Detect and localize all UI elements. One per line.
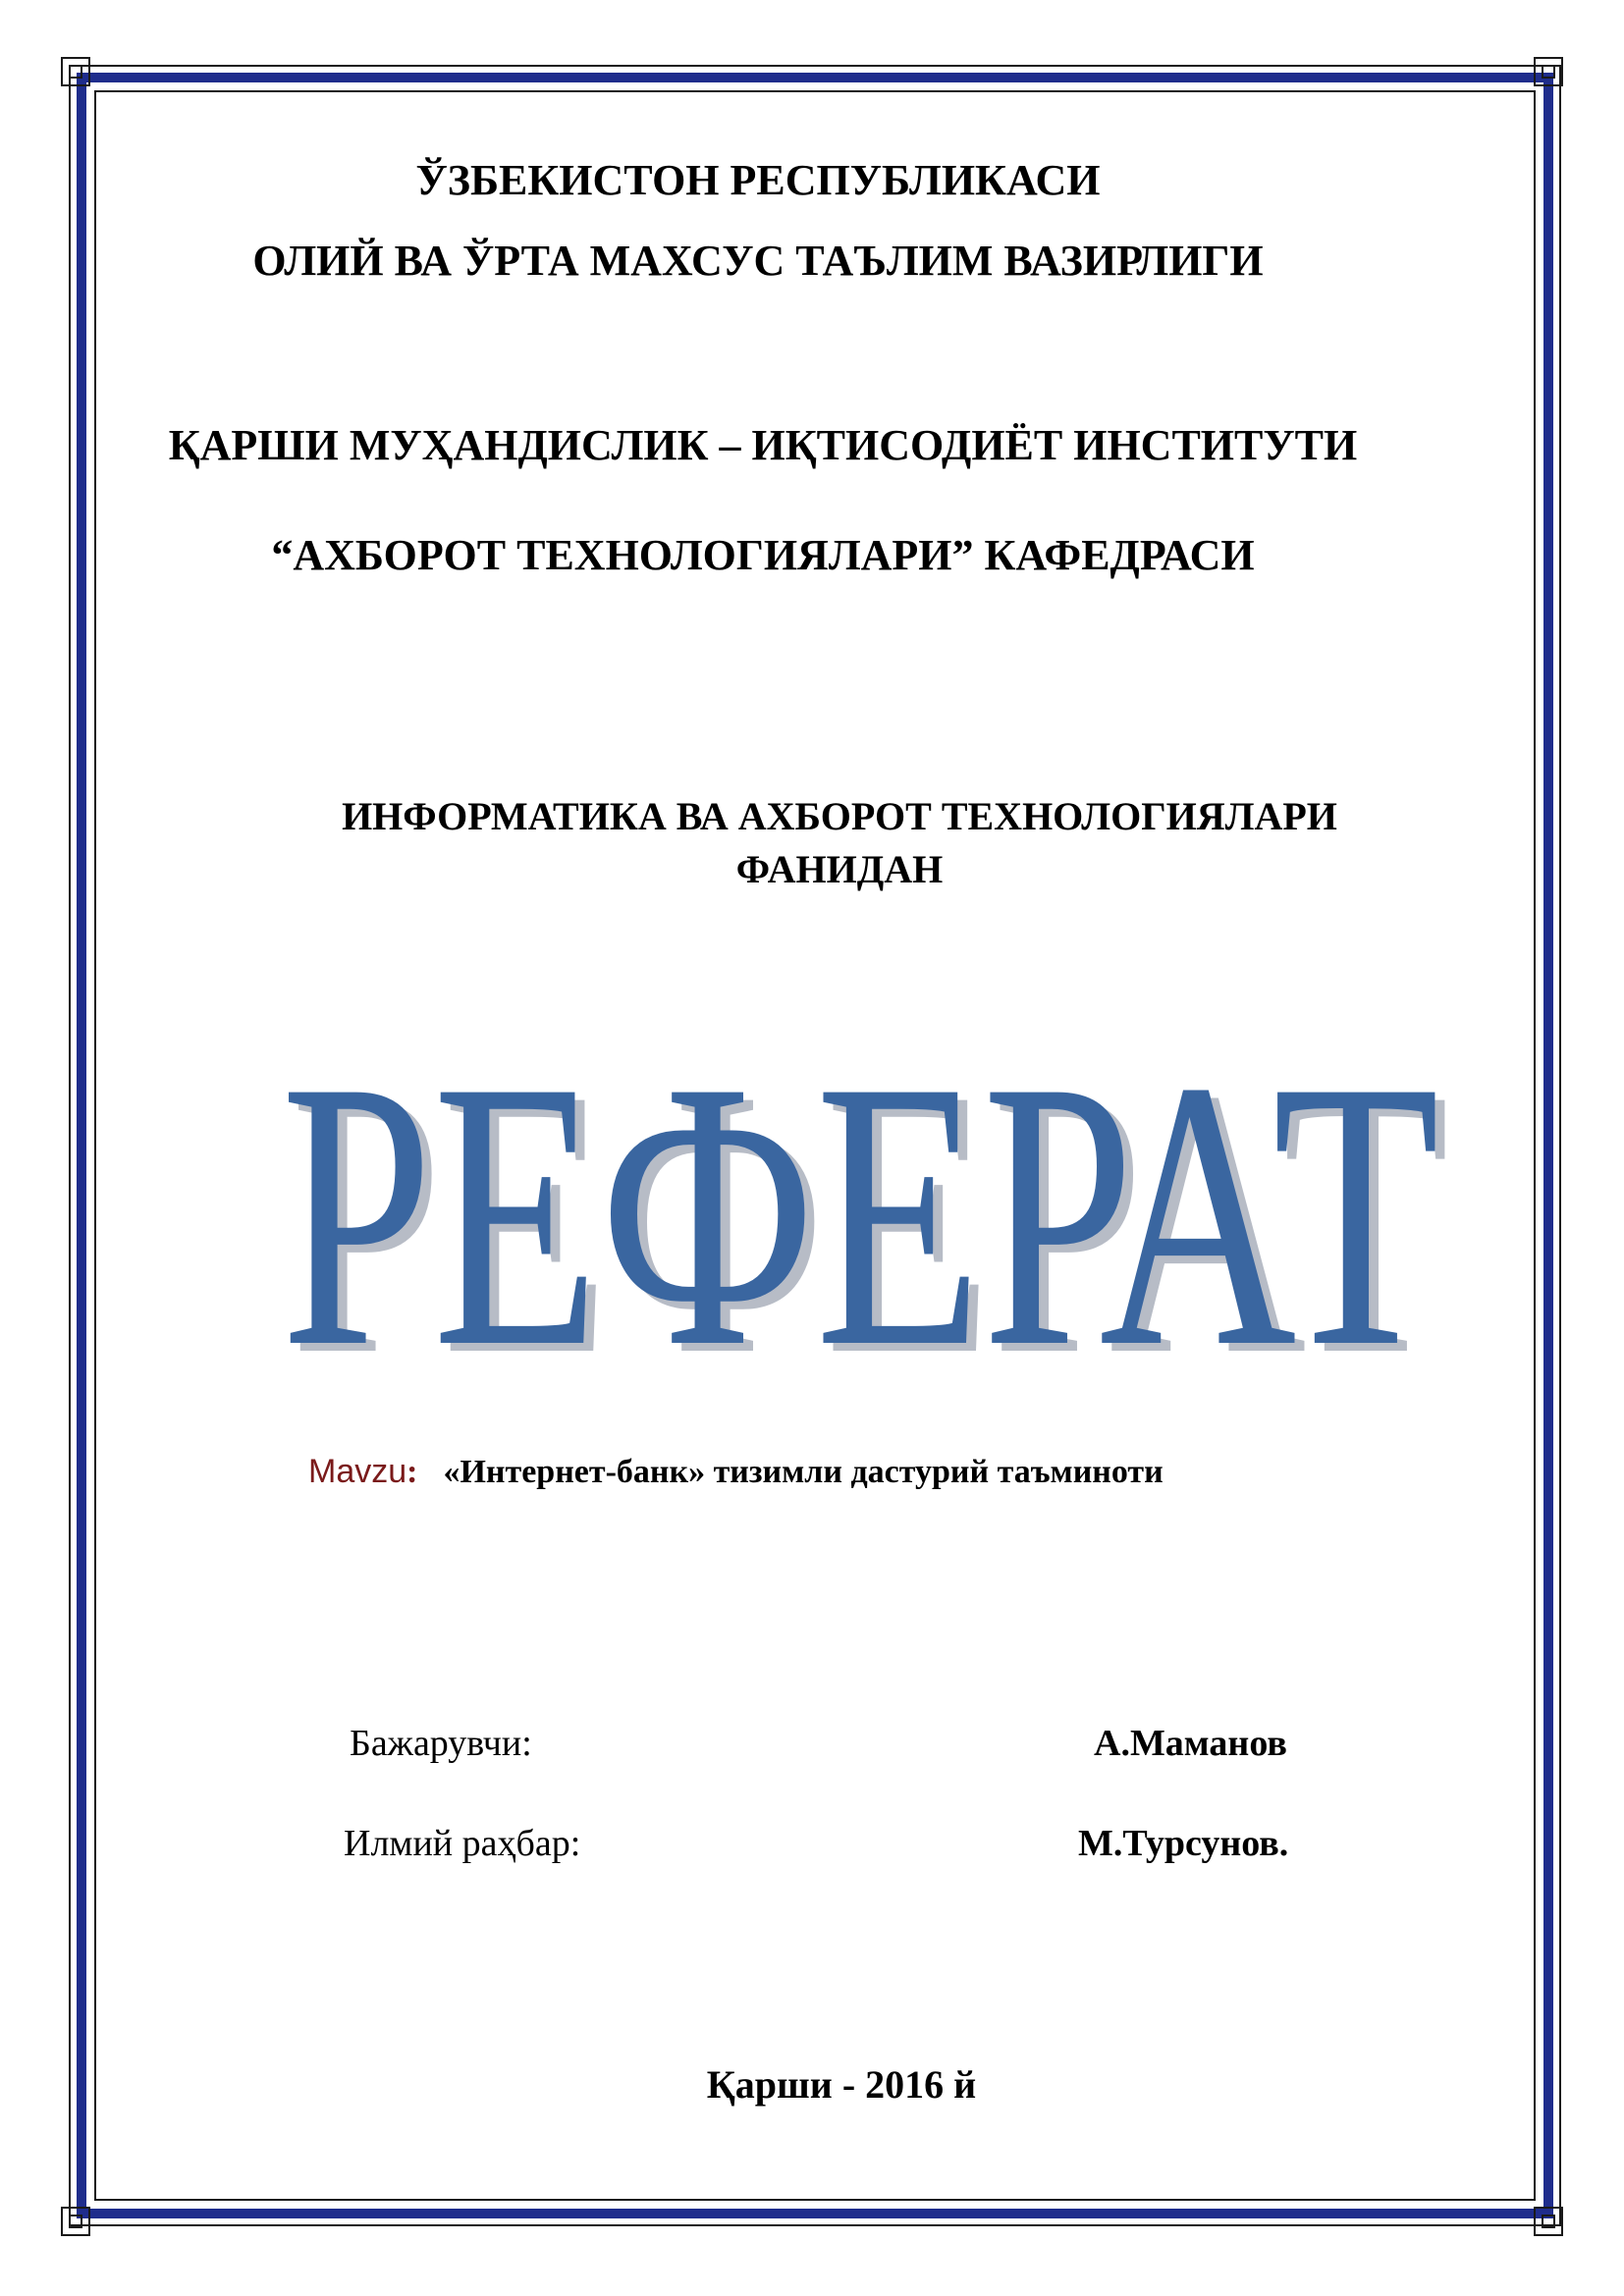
topic-label: Mavzu: [308, 1453, 407, 1490]
supervisor-label: Илмий раҳбар:: [344, 1823, 581, 1864]
document-title-text: РЕФЕРАТ: [281, 1052, 1439, 1366]
subject-line-2: ФАНИДАН: [735, 847, 944, 891]
document-title: [263, 1052, 1461, 1366]
department-heading: “АХБОРОТ ТЕХНОЛОГИЯЛАРИ” КАФЕДРАСИ: [271, 531, 1255, 579]
document-title-shadow: РЕФЕРАТ: [291, 1052, 1449, 1366]
country-heading: ЎЗБЕКИСТОН РЕСПУБЛИКАСИ: [415, 156, 1101, 204]
executor-name: А.Маманов: [1094, 1723, 1287, 1764]
corner-ornament-top-left: [61, 57, 90, 86]
topic-line: [308, 1453, 1164, 1491]
corner-ornament-bottom-right: [1534, 2207, 1563, 2236]
city-year: Қарши - 2016 й: [706, 2062, 977, 2107]
institute-heading: ҚАРШИ МУҲАНДИСЛИК – ИҚТИСОДИЁТ ИНСТИТУТИ: [168, 421, 1358, 469]
executor-label: Бажарувчи:: [350, 1723, 532, 1764]
ministry-heading: ОЛИЙ ВА ЎРТА МАХСУС ТАЪЛИМ ВАЗИРЛИГИ: [252, 237, 1264, 285]
topic-colon: :: [406, 1454, 418, 1490]
topic-value: «Интернет-банк» тизимли дастурий таъминоти: [443, 1454, 1164, 1490]
subject-line-1: ИНФОРМАТИКА ВА АХБОРОТ ТЕХНОЛОГИЯЛАРИ: [342, 794, 1337, 838]
corner-ornament-bottom-left: [61, 2207, 90, 2236]
corner-ornament-top-right: [1534, 57, 1563, 86]
supervisor-name: М.Турсунов.: [1078, 1823, 1289, 1864]
